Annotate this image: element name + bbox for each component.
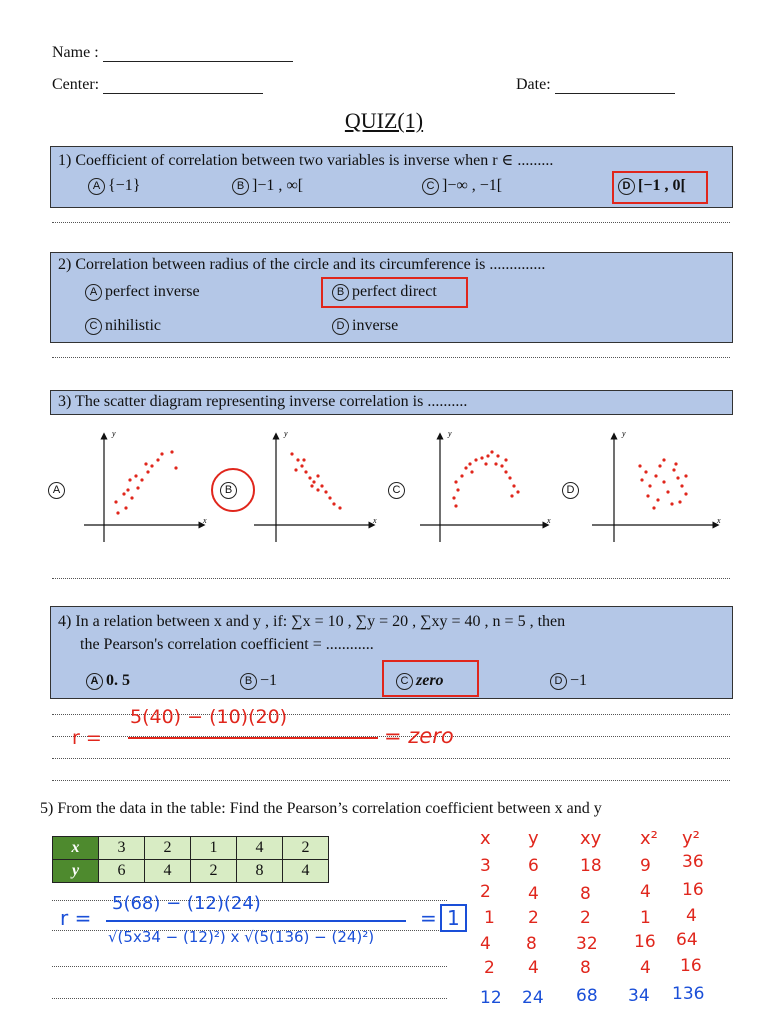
scatter-dot [656, 498, 659, 501]
side-cell: 2 [484, 958, 495, 978]
q4-line-3[interactable] [52, 758, 730, 759]
scatter-dot [300, 464, 303, 467]
scatter-dot [474, 458, 477, 461]
scatter-dot [672, 468, 675, 471]
q5-side-calc-table [476, 828, 746, 1008]
scatter-dot [644, 470, 647, 473]
side-cell: 2 [580, 908, 591, 928]
side-cell: 16 [682, 880, 704, 900]
q1-option-b[interactable]: B ]−1 , ∞[ [232, 177, 303, 195]
scatter-dot [174, 466, 177, 469]
side-cell: 3 [480, 856, 491, 876]
side-total: 24 [522, 988, 544, 1008]
q4-work-numerator: 5(40) − (10)(20) [130, 706, 288, 728]
side-total: 34 [628, 986, 650, 1006]
scatter-dot [156, 458, 159, 461]
q3-option-c[interactable]: C [388, 482, 405, 499]
page-title: QUIZ(1) [344, 108, 424, 133]
q5-work-result: 1 [440, 904, 467, 932]
scatter-dot [486, 454, 489, 457]
question-2-text: 2) Correlation between radius of the circle and its circumference is .............. [58, 256, 546, 273]
scatter-dot [116, 511, 119, 514]
side-cell: 4 [640, 958, 651, 978]
q1-answer-mark [612, 171, 708, 204]
scatter-dot [122, 492, 125, 495]
scatter-dot [508, 476, 511, 479]
q5-fraction-bar [106, 920, 406, 922]
scatter-dot [684, 474, 687, 477]
scatter-dot [296, 458, 299, 461]
row-header-y: y [53, 860, 99, 883]
side-total: 12 [480, 988, 502, 1008]
scatter-dot [126, 488, 129, 491]
q1-option-d[interactable]: D [−1 , 0[ [618, 177, 686, 195]
table-cell: 4 [283, 860, 329, 883]
q3-option-d[interactable]: D [562, 482, 579, 499]
side-cell: 6 [528, 856, 539, 876]
scatter-dot [454, 480, 457, 483]
q4-fraction-bar [128, 737, 378, 739]
scatter-dot [678, 500, 681, 503]
side-cell: 2 [528, 908, 539, 928]
q5-work-lhs: r = [60, 906, 92, 930]
q2-option-d[interactable]: D inverse [332, 317, 398, 335]
table-cell: 2 [283, 837, 329, 860]
scatter-dot [676, 476, 679, 479]
y-axis-label: y [284, 429, 288, 438]
side-cell: 16 [680, 956, 702, 976]
q5-data-table [52, 836, 329, 883]
scatter-dot [652, 506, 655, 509]
table-cell: 2 [191, 860, 237, 883]
side-header: x² [640, 828, 658, 849]
scatter-d [592, 429, 721, 542]
scatter-dot [666, 490, 669, 493]
table-cell: 3 [99, 837, 145, 860]
q4-option-c[interactable]: C zero [396, 672, 444, 690]
date-field [516, 76, 675, 94]
scatter-dot [504, 470, 507, 473]
center-blank[interactable] [103, 93, 263, 94]
scatter-dot [662, 458, 665, 461]
scatter-dot [490, 450, 493, 453]
x-axis-label: x [203, 516, 207, 525]
q3-answer-line[interactable] [52, 578, 730, 579]
scatter-dot [316, 474, 319, 477]
scatter-dot [290, 452, 293, 455]
name-field [52, 44, 293, 62]
q2-option-c[interactable]: C nihilistic [85, 317, 161, 335]
scatter-dot [684, 492, 687, 495]
scatter-b [254, 429, 377, 542]
scatter-dot [460, 474, 463, 477]
side-header: y² [682, 828, 700, 849]
scatter-dot [304, 470, 307, 473]
question-4-text-line1: 4) In a relation between x and y , if: ∑x = 10 , ∑y = 20 , ∑xy = 40 , n = 5 , then [58, 613, 566, 630]
side-cell: 2 [480, 882, 491, 902]
name-label: Name : [52, 44, 99, 61]
q1-option-a[interactable]: A {−1} [88, 177, 140, 195]
side-total: 136 [672, 984, 705, 1004]
scatter-dot [464, 466, 467, 469]
table-cell: 8 [237, 860, 283, 883]
name-blank[interactable] [103, 61, 293, 62]
side-cell: 4 [528, 958, 539, 978]
q2-option-a[interactable]: A perfect inverse [85, 283, 200, 301]
scatter-dot [648, 484, 651, 487]
side-cell: 4 [480, 934, 491, 954]
scatter-dot [332, 502, 335, 505]
side-cell: 8 [580, 958, 591, 978]
side-cell: 1 [640, 908, 651, 928]
side-cell: 8 [526, 934, 537, 954]
q2-option-b[interactable]: B perfect direct [332, 283, 437, 301]
q2-answer-line[interactable] [52, 357, 730, 358]
scatter-dot [128, 478, 131, 481]
scatter-dot [500, 464, 503, 467]
scatter-dot [646, 494, 649, 497]
scatter-dot [516, 490, 519, 493]
scatter-dot [670, 502, 673, 505]
date-blank[interactable] [555, 93, 675, 94]
table-cell: 4 [145, 860, 191, 883]
scatter-dot [146, 470, 149, 473]
row-header-x: x [53, 837, 99, 860]
side-cell: 36 [682, 852, 704, 872]
side-cell: 32 [576, 934, 598, 954]
scatter-dot [662, 480, 665, 483]
scatter-dot [310, 484, 313, 487]
scatter-dot [294, 468, 297, 471]
scatter-dot [160, 452, 163, 455]
scatter-dot [170, 450, 173, 453]
scatter-dot [134, 474, 137, 477]
scatter-dot [452, 496, 455, 499]
scatter-dot [140, 478, 143, 481]
scatter-dot [654, 474, 657, 477]
question-3-text: 3) The scatter diagram representing inverse correlation is .......... [58, 393, 468, 410]
y-axis-label: y [448, 429, 452, 438]
q4-work-result: = zero [384, 724, 454, 748]
side-cell: 18 [580, 856, 602, 876]
scatter-dot [512, 484, 515, 487]
question-5-text: 5) From the data in the table: Find the Pearson’s correlation coefficient between x and y [40, 800, 602, 817]
scatter-dot [124, 506, 127, 509]
side-cell: 16 [634, 932, 656, 952]
scatter-dot [468, 462, 471, 465]
scatter-dot [328, 496, 331, 499]
q4-option-d[interactable]: D −1 [550, 672, 587, 690]
q3-scatter-diagrams [0, 420, 768, 550]
table-cell: 1 [191, 837, 237, 860]
q4-answer-mark [382, 660, 479, 697]
q4-work-lhs: r = [72, 727, 102, 749]
scatter-dot [680, 484, 683, 487]
q3-option-b[interactable]: B [220, 482, 237, 499]
side-cell: 9 [640, 856, 651, 876]
scatter-dot [302, 458, 305, 461]
scatter-dot [496, 454, 499, 457]
scatter-dot [150, 464, 153, 467]
side-header: xy [580, 828, 602, 849]
q4-option-a[interactable]: A 0. 5 [86, 672, 130, 690]
q4-line-4[interactable] [52, 780, 730, 781]
scatter-dot [494, 462, 497, 465]
scatter-dot [454, 504, 457, 507]
side-total: 68 [576, 986, 598, 1006]
y-axis-label: y [622, 429, 626, 438]
side-cell: 1 [484, 908, 495, 928]
scatter-dot [338, 506, 341, 509]
table-row-y [53, 860, 329, 883]
scatter-dot [316, 488, 319, 491]
scatter-dot [510, 494, 513, 497]
q5-line-3[interactable] [52, 966, 447, 967]
scatter-dot [144, 462, 147, 465]
scatter-dot [320, 484, 323, 487]
date-label: Date: [516, 76, 551, 93]
scatter-c [420, 429, 551, 542]
q5-work-numerator: 5(68) − (12)(24) [112, 893, 261, 914]
scatter-dot [130, 496, 133, 499]
side-cell: 64 [676, 930, 698, 950]
x-axis-label: x [717, 516, 721, 525]
q5-line-4[interactable] [52, 998, 447, 999]
center-label: Center: [52, 76, 100, 93]
x-axis-label: x [373, 516, 377, 525]
scatter-dot [484, 462, 487, 465]
q3-option-a[interactable]: A [48, 482, 65, 499]
q5-work-denominator: √(5x34 − (12)²) x √(5(136) − (24)²) [108, 928, 375, 946]
scatter-a [84, 429, 207, 542]
q1-option-c[interactable]: C ]−∞ , −1[ [422, 177, 502, 195]
scatter-dot [456, 488, 459, 491]
q2-answer-mark [321, 277, 468, 308]
side-cell: 4 [640, 882, 651, 902]
table-cell: 2 [145, 837, 191, 860]
side-cell: 8 [580, 884, 591, 904]
center-field [52, 76, 263, 94]
scatter-dot [480, 456, 483, 459]
scatter-dot [504, 458, 507, 461]
y-axis-label: y [112, 429, 116, 438]
q1-answer-line[interactable] [52, 222, 730, 223]
scatter-dot [312, 480, 315, 483]
side-cell: 4 [686, 906, 697, 926]
scatter-dot [658, 464, 661, 467]
table-cell: 6 [99, 860, 145, 883]
scatter-dot [470, 470, 473, 473]
table-row-x [53, 837, 329, 860]
side-header: x [480, 828, 491, 849]
q5-work-eq: = [420, 906, 437, 930]
x-axis-label: x [547, 516, 551, 525]
scatter-dot [136, 486, 139, 489]
scatter-dot [324, 490, 327, 493]
question-1-text: 1) Coefficient of correlation between two variables is inverse when r ∈ ......... [58, 152, 554, 169]
scatter-dot [308, 476, 311, 479]
q4-option-b[interactable]: B −1 [240, 672, 277, 690]
side-cell: 4 [528, 884, 539, 904]
scatter-dot [640, 478, 643, 481]
question-4-text-line2: the Pearson's correlation coefficient = ............ [80, 636, 374, 653]
side-header: y [528, 828, 539, 849]
table-cell: 4 [237, 837, 283, 860]
scatter-dot [638, 464, 641, 467]
scatter-dot [114, 500, 117, 503]
scatter-dot [674, 462, 677, 465]
